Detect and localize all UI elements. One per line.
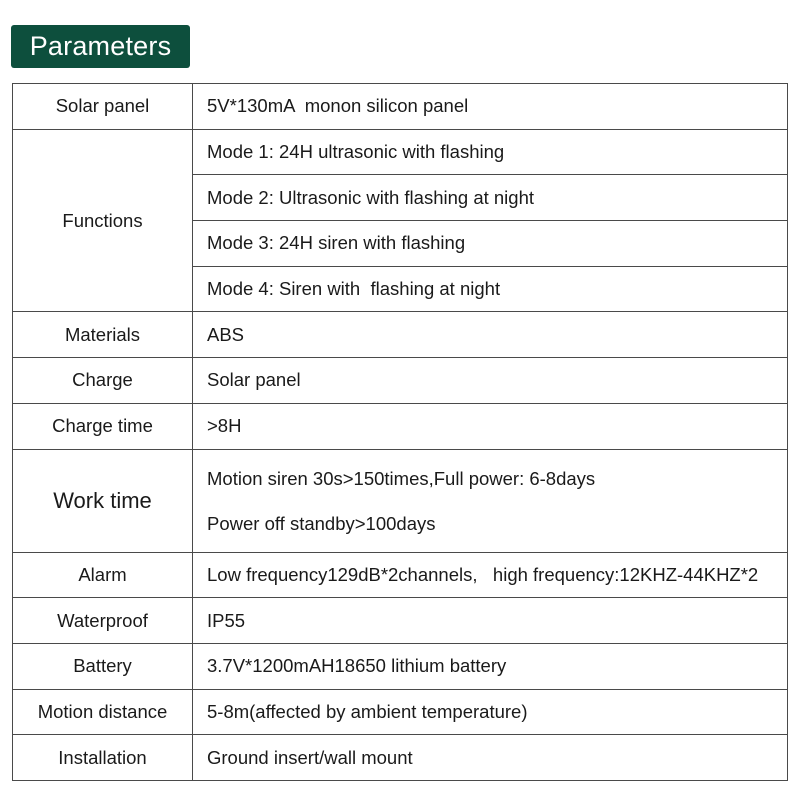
table-row-functions-mode-1 [13, 129, 788, 175]
table-row-installation [13, 735, 788, 781]
functions-mode-1: Mode 1: 24H ultrasonic with flashing [193, 129, 788, 175]
table-row-motion-distance [13, 689, 788, 735]
table-row-charge-time [13, 403, 788, 449]
page-title: Parameters [11, 25, 190, 68]
installation-value: Ground insert/wall mount [193, 735, 788, 781]
table-row-waterproof [13, 598, 788, 644]
work-time-line-1: Motion siren 30s>150times,Full power: 6-8days [207, 467, 596, 489]
table-row-charge [13, 358, 788, 404]
functions-mode-4: Mode 4: Siren with flashing at night [193, 266, 788, 312]
alarm-value: Low frequency129dB*2channels, high frequency:12KHZ-44KHZ*2 [193, 552, 788, 598]
table-row-alarm [13, 552, 788, 598]
battery-label: Battery [13, 643, 193, 689]
work-time-line-2: Power off standby>100days [207, 512, 436, 534]
work-time-label: Work time [13, 449, 193, 552]
charge-time-value: >8H [193, 403, 788, 449]
table-row-work-time [13, 449, 788, 552]
work-time-value [193, 449, 788, 552]
table-row-materials [13, 312, 788, 358]
functions-mode-3: Mode 3: 24H siren with flashing [193, 221, 788, 267]
installation-label: Installation [13, 735, 193, 781]
motion-distance-label: Motion distance [13, 689, 193, 735]
waterproof-label: Waterproof [13, 598, 193, 644]
motion-distance-value: 5-8m(affected by ambient temperature) [193, 689, 788, 735]
alarm-label: Alarm [13, 552, 193, 598]
battery-value: 3.7V*1200mAH18650 lithium battery [193, 643, 788, 689]
functions-mode-2: Mode 2: Ultrasonic with flashing at night [193, 175, 788, 221]
charge-time-label: Charge time [13, 403, 193, 449]
functions-label: Functions [13, 129, 193, 312]
table-row-battery [13, 643, 788, 689]
materials-label: Materials [13, 312, 193, 358]
charge-value: Solar panel [193, 358, 788, 404]
waterproof-value: IP55 [193, 598, 788, 644]
materials-value: ABS [193, 312, 788, 358]
charge-label: Charge [13, 358, 193, 404]
solar-panel-label: Solar panel [13, 84, 193, 130]
table-row-solar-panel [13, 84, 788, 130]
solar-panel-value: 5V*130mA monon silicon panel [193, 84, 788, 130]
parameters-table [12, 83, 788, 781]
